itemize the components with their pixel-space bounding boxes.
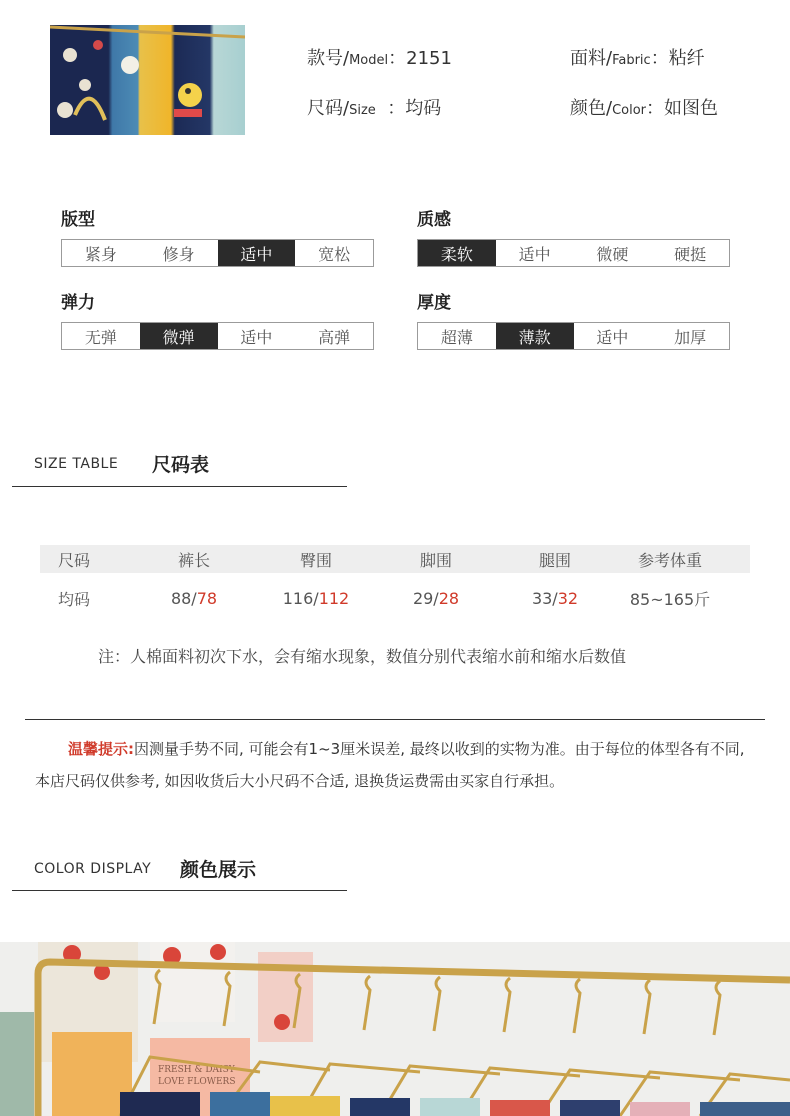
thickness-option-selected: 薄款 (496, 323, 574, 349)
texture-title: 质感 (417, 210, 451, 230)
warm-tip-text: 因测量手势不同, 可能会有1~3厘米误差, 最终以收到的实物为准。由于每位的体型各有不同, 本店尺码仅供参考, 如因收货后大小尺码不合适, 退换货运费需由买家自行承担。 (35, 740, 745, 790)
color-section-title: 颜色展示 (180, 859, 257, 881)
size-label: 尺码/ (307, 98, 350, 119)
color-label: 颜色/ (570, 98, 613, 119)
size-info: 尺码/Size ：均码 (307, 98, 442, 119)
color-section-en: COLOR DISPLAY (34, 861, 152, 877)
header-cell: 臀围 (299, 550, 332, 570)
model-info: 款号/Model：2151 (307, 48, 452, 69)
warm-tip-label: 温馨提示: (68, 740, 134, 758)
thickness-option: 加厚 (674, 327, 707, 347)
texture-option-selected: 柔软 (418, 240, 496, 266)
foot-before: 29/ (412, 588, 439, 608)
elasticity-title: 弹力 (61, 293, 95, 313)
size-table-header (40, 545, 750, 573)
fabric-label-en: Fabric (612, 53, 651, 68)
size-section-title: 尺码表 (152, 454, 210, 476)
product-thumbnail (50, 25, 245, 135)
texture-option: 微硬 (596, 244, 629, 264)
fit-option: 紧身 (84, 244, 117, 264)
size-value: 均码 (405, 98, 442, 119)
fit-scale (61, 239, 374, 267)
length-before: 88/ (170, 588, 197, 608)
fit-option: 修身 (162, 244, 195, 264)
header-cell: 脚围 (419, 550, 452, 570)
thickness-option: 适中 (596, 327, 629, 347)
warm-tip (35, 733, 747, 797)
fit-title: 版型 (61, 210, 95, 230)
color-section-divider (12, 890, 347, 891)
model-label: 款号/ (307, 48, 350, 69)
fabric-label: 面料/ (570, 48, 613, 69)
color-display-photo (0, 942, 790, 1116)
texture-scale (417, 239, 730, 267)
color-label-en: Color (612, 103, 647, 118)
hip-cell (280, 589, 352, 608)
header-cell: 腿围 (538, 550, 571, 570)
elasticity-scale (61, 322, 374, 350)
size-cell: 均码 (57, 589, 90, 609)
hip-after: 112 (318, 588, 350, 608)
leg-before: 33/ (531, 588, 558, 608)
color-info: 颜色/Color：如图色 (570, 98, 719, 119)
size-label-en: Size (349, 103, 376, 118)
leg-cell (520, 589, 590, 608)
fabric-value: 粘纤 (668, 48, 705, 69)
length-after: 78 (196, 588, 218, 608)
model-value: 2151 (406, 48, 452, 69)
elasticity-option: 适中 (240, 327, 273, 347)
model-label-en: Model (349, 53, 389, 68)
shrink-note: 注：人棉面料初次下水，会有缩水现象，数值分别代表缩水前和缩水后数值 (98, 647, 627, 666)
texture-option: 硬挺 (674, 244, 707, 264)
foot-cell (352, 589, 520, 608)
leg-after: 32 (557, 588, 579, 608)
elasticity-option-selected: 微弹 (140, 323, 218, 349)
size-section-en: SIZE TABLE (34, 456, 119, 472)
fit-option-selected: 适中 (218, 240, 296, 266)
thickness-option: 超薄 (440, 327, 473, 347)
table-row (40, 573, 750, 623)
fabric-info: 面料/Fabric：粘纤 (570, 48, 705, 69)
tip-divider (25, 719, 765, 720)
thickness-title: 厚度 (417, 293, 451, 313)
card-text-1: FRESH & DAISY (158, 1065, 235, 1075)
length-cell (108, 589, 280, 608)
card-text-2: LOVE FLOWERS (158, 1077, 236, 1087)
elasticity-option: 无弹 (84, 327, 117, 347)
hip-before: 116/ (282, 588, 319, 608)
fit-option: 宽松 (318, 244, 351, 264)
weight-cell: 85~165斤 (629, 589, 711, 609)
header-cell: 参考体重 (637, 550, 702, 570)
size-section-divider (12, 486, 347, 487)
color-value: 如图色 (664, 98, 719, 119)
thickness-scale (417, 322, 730, 350)
texture-option: 适中 (518, 244, 551, 264)
size-table (40, 545, 750, 623)
elasticity-option: 高弹 (318, 327, 351, 347)
header-cell: 尺码 (57, 550, 90, 570)
foot-after: 28 (438, 588, 460, 608)
header-cell: 裤长 (177, 550, 210, 570)
